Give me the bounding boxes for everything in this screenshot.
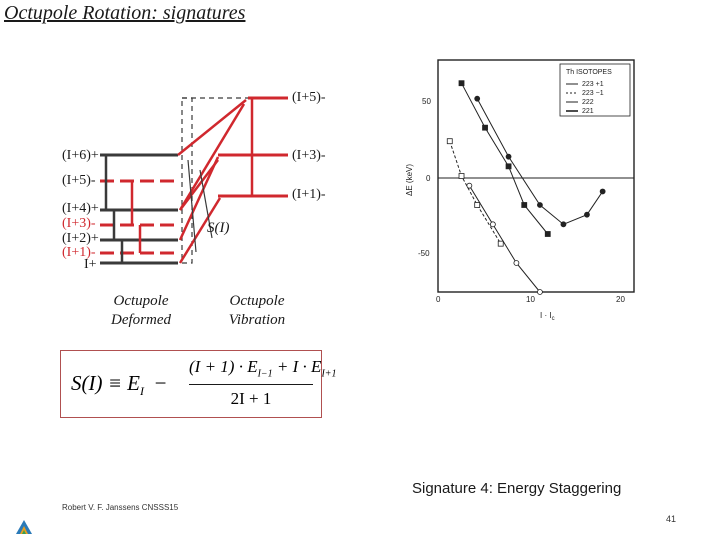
data-point bbox=[506, 154, 511, 159]
data-point bbox=[447, 139, 452, 144]
data-point bbox=[522, 203, 527, 208]
data-point bbox=[506, 164, 511, 169]
level-label: (I+3)- bbox=[292, 148, 326, 163]
legend-entry: 221 bbox=[582, 108, 594, 115]
page-number: 41 bbox=[666, 514, 677, 524]
s-label: S(I) bbox=[207, 220, 230, 236]
level-label: I+ bbox=[84, 257, 97, 272]
legend-entries bbox=[566, 81, 604, 115]
level-label: (I+2)+ bbox=[62, 231, 99, 246]
slide-footer: Robert V. F. Janssens CNSSS15 bbox=[62, 503, 179, 512]
series-line bbox=[450, 141, 501, 243]
formula-denominator: 2I + 1 bbox=[230, 389, 272, 408]
y-tick: 50 bbox=[422, 97, 431, 106]
data-point bbox=[475, 96, 480, 101]
series-line bbox=[469, 186, 540, 292]
slide-title: Octupole Rotation: signatures bbox=[4, 2, 246, 24]
x-tick: 0 bbox=[436, 295, 441, 304]
data-point bbox=[537, 203, 542, 208]
formula-numerator: $(I + 1) \cdot E_{I-1} + I \cdot E_{I+1}$ bbox=[189, 357, 337, 380]
formula-lhs: $S(I) \equiv E_I$ − bbox=[71, 371, 168, 399]
legend-entry: 223 −1 bbox=[582, 90, 604, 97]
series-line bbox=[462, 83, 548, 234]
data-point bbox=[490, 222, 495, 227]
level-label: (I+5)- bbox=[292, 90, 326, 105]
level-label: (I+1)- bbox=[62, 245, 96, 260]
x-tick: 20 bbox=[616, 295, 625, 304]
data-point bbox=[600, 189, 605, 194]
data-point bbox=[467, 183, 472, 188]
data-point bbox=[459, 81, 464, 86]
data-point bbox=[537, 290, 542, 295]
data-point bbox=[545, 232, 550, 237]
data-point bbox=[584, 212, 589, 217]
y-tick: 0 bbox=[426, 174, 431, 183]
data-point bbox=[561, 222, 566, 227]
deformed-label: Octupole Deformed bbox=[111, 293, 171, 328]
level-label: (I+5)- bbox=[62, 173, 96, 188]
data-point bbox=[483, 125, 488, 130]
level-label: (I+4)+ bbox=[62, 201, 99, 216]
lab-logo-icon bbox=[14, 518, 34, 536]
fraction-bar bbox=[189, 384, 313, 385]
legend-title: Th ISOTOPES bbox=[566, 69, 612, 76]
x-tick: 10 bbox=[526, 295, 535, 304]
data-point bbox=[475, 203, 480, 208]
level-label: (I+3)- bbox=[62, 216, 96, 231]
data-point bbox=[498, 241, 503, 246]
staggering-plot bbox=[400, 56, 640, 326]
y-tick: -50 bbox=[418, 249, 430, 258]
formula-box bbox=[60, 350, 337, 418]
data-point bbox=[459, 174, 464, 179]
legend-entry: 223 +1 bbox=[582, 81, 604, 88]
legend-entry: 222 bbox=[582, 99, 594, 106]
data-point bbox=[514, 261, 519, 266]
y-label: ΔE (keV) bbox=[405, 163, 414, 196]
level-label: (I+1)- bbox=[292, 187, 326, 202]
slide-caption: Signature 4: Energy Staggering bbox=[412, 480, 622, 497]
vibration-label: Octupole Vibration bbox=[228, 293, 286, 328]
level-label: (I+6)+ bbox=[62, 148, 99, 163]
x-label: $I \cdot I_c$ bbox=[540, 311, 555, 322]
